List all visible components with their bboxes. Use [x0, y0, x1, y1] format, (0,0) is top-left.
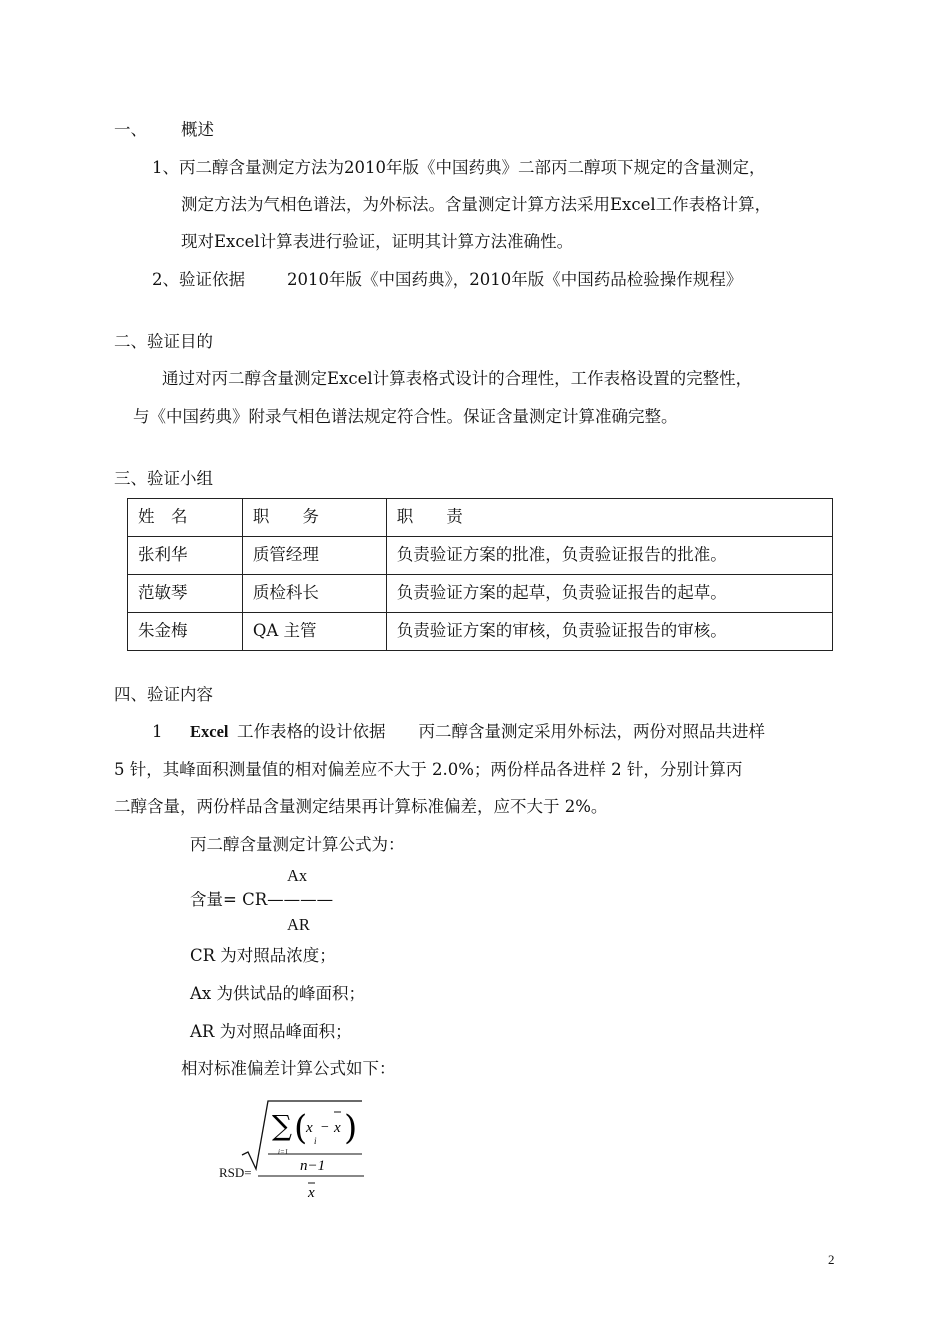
section-3-title: 三、验证小组	[114, 469, 213, 488]
section-1-item2-text: 2010年版《中国药典》，2010年版《中国药品检验操作规程》	[287, 270, 743, 289]
subscript-i: i	[314, 1136, 317, 1146]
rsd-formula-graphic	[210, 1097, 370, 1207]
cell-duty: 负责验证方案的起草，负责验证报告的起草。	[386, 575, 832, 613]
section-1-item1-line3: 现对Excel计算表进行验证，证明其计算方法准确性。	[181, 232, 574, 251]
cell-name: 朱金梅	[128, 613, 243, 651]
section-4-p1-number: 1	[152, 722, 163, 741]
table-row	[128, 537, 833, 575]
section-1-item1-line2: 测定方法为气相色谱法，为外标法。含量测定计算方法采用Excel工作表格计算，	[181, 195, 772, 214]
section-4-p1-line1: 工作表格的设计依据 丙二醇含量测定采用外标法，两份对照品共进样	[237, 722, 765, 741]
cell-name: 范敏琴	[128, 575, 243, 613]
x-i: x	[306, 1120, 313, 1136]
n-minus-one: n−1	[300, 1158, 326, 1174]
section-4-p1-line3: 二醇含量，两份样品含量测定结果再计算标准偏差，应不大于 2%。	[114, 797, 608, 816]
section-1-item1-line1: 1、丙二醇含量测定方法为2010年版《中国药典》二部丙二醇项下规定的含量测定，	[152, 158, 766, 177]
section-2-line2: 与《中国药典》附录气相色谱法规定符合性。保证含量测定计算准确完整。	[133, 407, 678, 426]
definition-cr: CR 为对照品浓度；	[190, 946, 336, 965]
table-row	[128, 613, 833, 651]
header-position: 职 务	[242, 499, 386, 537]
x-bar: x	[334, 1120, 341, 1136]
section-4-p1-excel: Excel	[190, 722, 229, 741]
section-4-title: 四、验证内容	[114, 685, 213, 704]
formula-content-lhs: 含量= CR————	[190, 890, 334, 909]
left-paren: (	[294, 1108, 308, 1148]
section-1-number: 一、	[114, 120, 147, 139]
section-2-line1: 通过对丙二醇含量测定Excel计算表格式设计的合理性，工作表格设置的完整性，	[162, 369, 753, 388]
section-4-p1-line2: 5 针，其峰面积测量值的相对偏差应不大于 2.0%；两份样品各进样 2 针，分别计算丙	[114, 760, 743, 779]
sum-lower-limit: i=1	[278, 1148, 289, 1156]
sigma-symbol: ∑	[272, 1109, 292, 1142]
formula-denominator: AR	[287, 915, 310, 934]
formula-intro: 丙二醇含量测定计算公式为：	[190, 835, 405, 854]
cell-duty: 负责验证方案的审核，负责验证报告的审核。	[386, 613, 832, 651]
validation-team-table	[127, 498, 833, 651]
cell-position: 质管经理	[242, 537, 386, 575]
cell-name: 张利华	[128, 537, 243, 575]
rsd-intro: 相对标准偏差计算公式如下：	[181, 1059, 396, 1078]
cell-position: QA 主管	[242, 613, 386, 651]
denominator-x-bar: x	[308, 1185, 315, 1201]
section-1-title: 概述	[181, 120, 214, 139]
header-name: 姓 名	[128, 499, 243, 537]
definition-ar: AR 为对照品峰面积；	[190, 1022, 352, 1041]
table-header-row	[128, 499, 833, 537]
section-2-title: 二、验证目的	[114, 332, 213, 351]
rsd-label: RSD=	[219, 1165, 252, 1180]
cell-position: 质检科长	[242, 575, 386, 613]
minus-sign: −	[321, 1120, 329, 1135]
right-paren: )	[344, 1108, 358, 1148]
cell-duty: 负责验证方案的批准，负责验证报告的批准。	[386, 537, 832, 575]
formula-numerator: Ax	[287, 866, 308, 885]
header-duty: 职 责	[386, 499, 832, 537]
page-number: 2	[828, 1252, 835, 1267]
section-1-item2-label: 2、验证依据	[152, 270, 245, 289]
definition-ax: Ax 为供试品的峰面积；	[190, 984, 365, 1003]
table-row	[128, 575, 833, 613]
